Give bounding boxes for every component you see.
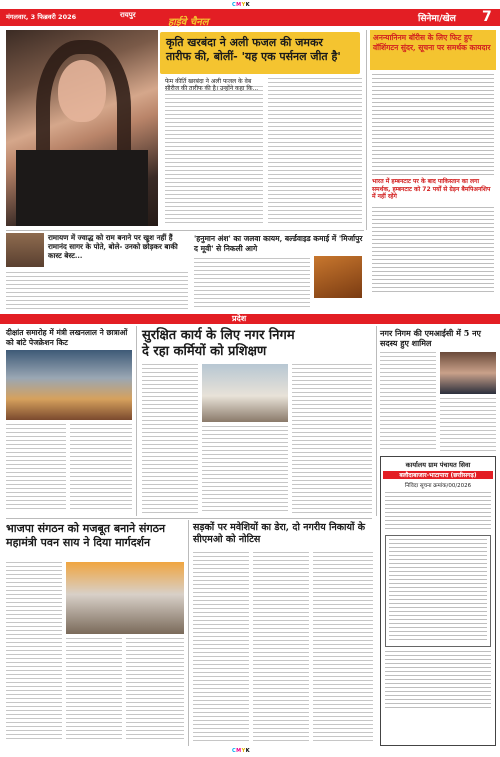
notice-table — [385, 535, 491, 647]
convocation-headline: दीक्षांत समारोह में मंत्री लखनलाल ने छात्राओं को बांटे पेजक्रेशन किट — [6, 328, 128, 347]
cricket-headline-box — [370, 30, 496, 70]
divider-v3 — [376, 326, 377, 516]
ramayan-headline: रामायण में ज्वाद्ध को राम बनाने पर खुश नहीं हैं रामानंद सागर के पोते, बोले- उनको छोड़कर बाकी कास्ट बेस्ट... — [48, 233, 178, 260]
convocation-body-col2 — [70, 424, 132, 512]
lead-headline-1: कृति खरबंदा ने अली फजल की जमकर — [166, 36, 323, 49]
hanuman-body — [194, 258, 310, 310]
nominated-body-col2 — [440, 398, 496, 452]
lead-photo — [6, 30, 158, 226]
ramayan-body — [6, 272, 188, 310]
road-headline: सड़कों पर मवेशियों का डेरा, दो नगरीय निकायों के सीएमओ को नोटिस — [193, 522, 366, 545]
divider-v4 — [188, 520, 189, 746]
road-body-col2 — [253, 552, 309, 742]
convocation-body-col1 — [6, 424, 66, 512]
cricket-subhead: भारत में हम्बनटाट पर के बाद पाकिस्तान का लगा समर्थक, हम्बनटाट को 72 पर्यों से ग्रेड़न बैमपिअनशिप में नहीं रहेंगे — [372, 178, 491, 200]
cricket-headline: अनन्यानिनम बॉरीस के लिए फिट हुए वॉशिंगटन सुंदर, सूचना पर समर्थक कायदार — [373, 33, 491, 52]
bjp-photo — [66, 562, 184, 634]
notice-table-body — [389, 539, 487, 643]
lead-intro: फेम कीर्ति खरबंदा ने अली फजल के वेब सीरीज की तारीफ की है। उन्होंने कहा कि... — [165, 78, 259, 92]
page-number: 7 — [482, 9, 492, 25]
section-band — [0, 314, 500, 324]
divider-v1 — [366, 30, 367, 230]
divider-h1 — [6, 230, 364, 231]
notice-title-1: कार्यालय ग्राम पंचायत सिवा — [405, 461, 471, 469]
notice-subtitle: निविदा सूचना क्रमांक/00/2026 — [404, 483, 472, 489]
section-label-center: हाईवे चैनल — [168, 17, 209, 28]
municipal-body-col2 — [202, 426, 288, 514]
nominated-body-col1 — [380, 352, 436, 452]
notice-footer-text — [385, 651, 491, 711]
section-label-right: सिनेमा/खेल — [418, 14, 456, 24]
lead-photo-dress — [16, 150, 148, 226]
notice-title-2: बलौदाबाजार-भाटापारा (छत्तीसगढ़) — [383, 471, 493, 479]
municipal-photo — [202, 364, 288, 422]
masthead-date: मंगलवार, 3 फिब्रवरी 2026 — [6, 13, 77, 21]
bjp-body-col2 — [66, 638, 122, 742]
lead-headline-box — [160, 32, 360, 74]
divider-v2 — [136, 326, 137, 516]
notice-text — [385, 492, 491, 532]
notice-box — [380, 456, 496, 746]
registration-mark-top: CMYK — [232, 2, 251, 8]
registration-mark-bottom: CMYK — [232, 748, 251, 754]
cricket-body-top — [372, 74, 494, 176]
lead-body-col1 — [165, 86, 263, 226]
ramayan-photo — [6, 233, 44, 267]
cricket-body-bottom — [372, 207, 494, 293]
lead-body-col2 — [268, 78, 362, 226]
municipal-headline-1: सुरक्षित कार्य के लिए नगर निगम — [142, 328, 295, 343]
bjp-body-col3 — [126, 638, 184, 742]
municipal-body-col1 — [142, 364, 198, 514]
masthead-city: रायपुर — [120, 11, 136, 19]
nominated-photo — [440, 352, 496, 394]
road-body-col1 — [193, 552, 249, 742]
bjp-headline: भाजपा संगठन को मजबूत बनाने संगठन महामंत्री पवन साय ने दिया मार्गदर्शन — [6, 522, 166, 549]
section-band-label: प्रदेश — [232, 314, 247, 323]
municipal-body-col3 — [292, 364, 372, 514]
road-body-col3 — [313, 552, 373, 742]
bjp-body-col1 — [6, 562, 62, 742]
divider-h2 — [6, 518, 372, 519]
hanuman-photo — [314, 256, 362, 298]
lead-headline-2: तारीफ की, बोलीं- 'यह एक पर्सनल जीत है' — [166, 50, 341, 63]
hanuman-headline: 'हनुमान अंश' का जलवा कायम, बर्ल्डवाइड कमाई में 'मिर्जापुर द मूवी' से निकली आगे — [194, 234, 363, 253]
nominated-headline: नगर निगम की एमआईसी में 5 नए सदस्य हुए शामिल — [380, 328, 481, 348]
convocation-photo — [6, 350, 132, 420]
municipal-headline-2: दे रहा कर्मियों को प्रशिक्षण — [142, 344, 267, 359]
